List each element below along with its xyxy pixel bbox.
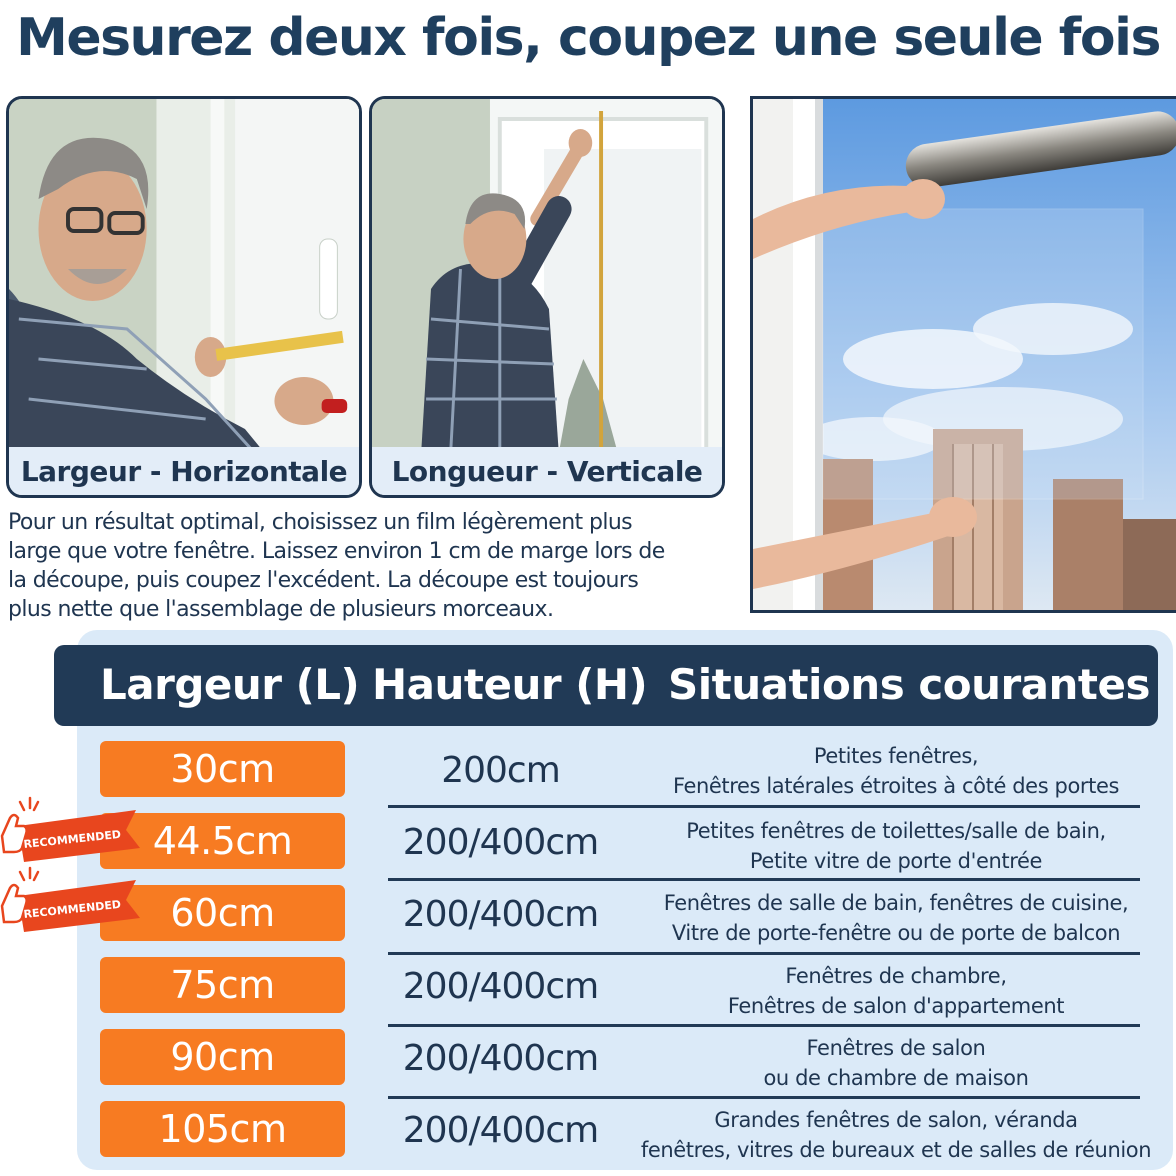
situation-text — [620, 816, 1172, 876]
row-divider — [388, 1096, 1140, 1099]
height-value: 200/400cm — [402, 822, 599, 863]
width-value: 105cm — [100, 1101, 345, 1157]
situation-line: Petites fenêtres de toilettes/salle de bain, — [686, 819, 1106, 843]
recommended-badge — [0, 796, 140, 866]
situation-line: Fenêtres de salon d'appartement — [727, 994, 1065, 1018]
situation-text — [620, 961, 1172, 1021]
photo-card-width — [6, 96, 362, 498]
row-divider — [388, 1024, 1140, 1027]
height-value: 200/400cm — [402, 894, 599, 935]
description-line: plus nette que l'assemblage de plusieurs morceaux. — [8, 597, 554, 622]
width-caption: Largeur - Horizontale — [9, 447, 359, 495]
height-value: 200/400cm — [402, 966, 599, 1007]
header-height: Hauteur (H) — [372, 660, 648, 709]
description-line: large que votre fenêtre. Laissez environ 1 cm de marge lors de — [8, 539, 665, 564]
situation-line: ou de chambre de maison — [763, 1066, 1029, 1090]
width-value: 44.5cm — [100, 813, 345, 869]
situation-line: Fenêtres de salon — [806, 1036, 986, 1060]
header-width: Largeur (L) — [100, 660, 360, 709]
height-value: 200/400cm — [402, 1038, 599, 1079]
photo-card-height — [369, 96, 725, 498]
situation-line: Fenêtres de chambre, — [785, 964, 1007, 988]
description-line: Pour un résultat optimal, choisissez un film légèrement plus — [8, 510, 633, 535]
situation-line: Petites fenêtres, — [813, 744, 979, 768]
window-film-illustration — [753, 99, 1176, 613]
situation-text — [620, 1105, 1172, 1165]
badge-label: RECOMMENDED — [22, 827, 122, 851]
width-value: 90cm — [100, 1029, 345, 1085]
situation-text — [620, 888, 1172, 948]
width-value: 75cm — [100, 957, 345, 1013]
description-line: la découpe, puis coupez l'excédent. La découpe est toujours — [8, 568, 639, 593]
page-title: Mesurez deux fois, coupez une seule fois — [16, 8, 1160, 68]
height-caption: Longueur - Verticale — [372, 447, 722, 495]
situation-line: Vitre de porte-fenêtre ou de porte de balcon — [671, 921, 1121, 945]
height-value: 200/400cm — [402, 1110, 599, 1151]
recommended-badge — [0, 866, 140, 936]
height-value: 200cm — [441, 750, 560, 791]
header-situations: Situations courantes — [668, 660, 1150, 709]
situation-line: Petite vitre de porte d'entrée — [749, 849, 1043, 873]
width-value: 30cm — [100, 741, 345, 797]
situation-line: Fenêtres de salle de bain, fenêtres de cuisine, — [663, 891, 1129, 915]
situation-line: Fenêtres latérales étroites à côté des portes — [672, 774, 1120, 798]
row-divider — [388, 952, 1140, 955]
situation-text — [620, 1033, 1172, 1093]
situation-line: Grandes fenêtres de salon, véranda — [714, 1108, 1078, 1132]
width-value: 60cm — [100, 885, 345, 941]
row-divider — [388, 878, 1140, 881]
row-divider — [388, 805, 1140, 808]
situation-line: fenêtres, vitres de bureaux et de salles de réunion — [640, 1138, 1152, 1162]
measuring-width-illustration — [9, 99, 359, 453]
window-film-application-photo — [750, 96, 1176, 613]
situation-text — [620, 741, 1172, 801]
badge-label: RECOMMENDED — [22, 897, 122, 921]
measuring-height-illustration — [372, 99, 722, 453]
description-text — [8, 508, 743, 624]
